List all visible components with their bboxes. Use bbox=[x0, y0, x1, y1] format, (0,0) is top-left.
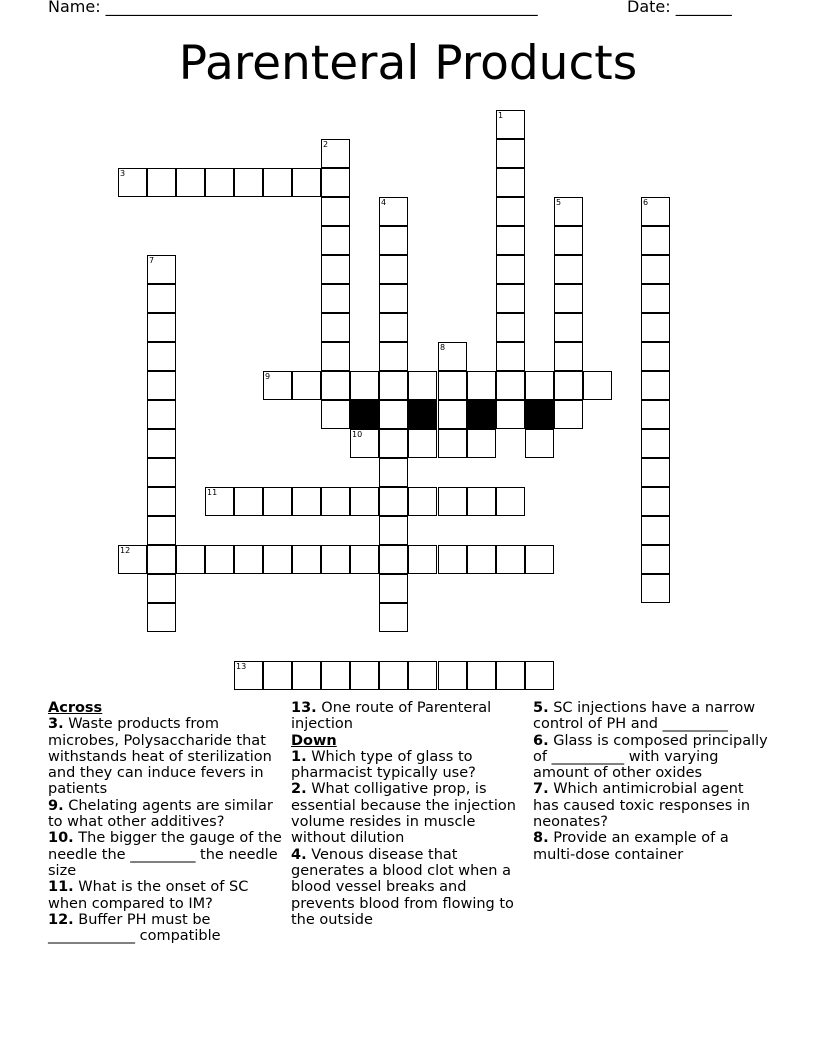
crossword-cell[interactable] bbox=[379, 603, 408, 632]
crossword-cell[interactable] bbox=[292, 168, 321, 197]
crossword-cell[interactable] bbox=[321, 284, 350, 313]
crossword-cell[interactable] bbox=[350, 487, 379, 516]
crossword-cell[interactable] bbox=[147, 342, 176, 371]
down-heading: Down bbox=[291, 732, 337, 749]
crossword-block-cell bbox=[467, 400, 496, 429]
clue-number: 4. bbox=[291, 846, 307, 863]
crossword-cell[interactable] bbox=[554, 313, 583, 342]
clue-text: Buffer PH must be ____________ compatible bbox=[48, 911, 221, 945]
crossword-cell[interactable] bbox=[641, 226, 670, 255]
clue-item bbox=[48, 716, 286, 797]
clue-number: 13. bbox=[291, 700, 317, 716]
crossword-cell[interactable] bbox=[496, 226, 525, 255]
crossword-cell[interactable] bbox=[408, 371, 437, 400]
crossword-cell[interactable] bbox=[467, 487, 496, 516]
clue-text: What is the onset of SC when compared to IM? bbox=[48, 879, 249, 912]
crossword-cell[interactable] bbox=[205, 168, 234, 197]
clue-item bbox=[291, 749, 529, 782]
crossword-cell[interactable] bbox=[496, 342, 525, 371]
crossword-cell[interactable] bbox=[641, 371, 670, 400]
crossword-cell[interactable] bbox=[147, 400, 176, 429]
crossword-cell[interactable] bbox=[379, 458, 408, 487]
down-clue-list bbox=[291, 749, 529, 928]
clue-number: 10. bbox=[48, 830, 74, 847]
clue-number-5: 5 bbox=[556, 198, 562, 207]
crossword-cell[interactable] bbox=[408, 661, 437, 690]
crossword-cell[interactable] bbox=[147, 313, 176, 342]
crossword-cell[interactable] bbox=[641, 516, 670, 545]
clues-column-2 bbox=[291, 700, 529, 928]
crossword-cell[interactable] bbox=[408, 545, 437, 574]
clue-number-2: 2 bbox=[323, 140, 329, 149]
clue-item bbox=[48, 830, 286, 879]
crossword-cell[interactable] bbox=[438, 487, 467, 516]
crossword-cell[interactable] bbox=[350, 429, 379, 458]
page-title: Parenteral Products bbox=[178, 36, 638, 91]
crossword-cell[interactable] bbox=[234, 487, 263, 516]
crossword-cell[interactable] bbox=[176, 168, 205, 197]
clue-number: 3. bbox=[48, 716, 64, 733]
clue-text: Which type of glass to pharmacist typically use? bbox=[291, 748, 476, 782]
crossword-cell[interactable] bbox=[379, 313, 408, 342]
crossword-cell[interactable] bbox=[147, 371, 176, 400]
crossword-cell[interactable] bbox=[379, 516, 408, 545]
crossword-cell[interactable] bbox=[147, 574, 176, 603]
crossword-cell[interactable] bbox=[438, 661, 467, 690]
clue-number: 11. bbox=[48, 879, 74, 896]
clue-number-9: 9 bbox=[265, 372, 271, 381]
clue-text: SC injections have a narrow control of PH and _________ bbox=[533, 700, 756, 733]
crossword-cell[interactable] bbox=[379, 487, 408, 516]
crossword-cell[interactable] bbox=[554, 255, 583, 284]
crossword-cell[interactable] bbox=[379, 284, 408, 313]
crossword-cell[interactable] bbox=[554, 226, 583, 255]
clue-number: 7. bbox=[533, 781, 549, 798]
clue-item bbox=[48, 879, 286, 912]
crossword-block-cell bbox=[525, 400, 554, 429]
crossword-cell[interactable] bbox=[147, 284, 176, 313]
clue-number: 8. bbox=[533, 830, 549, 847]
clue-item bbox=[291, 847, 529, 928]
crossword-cell[interactable] bbox=[496, 284, 525, 313]
crossword-cell[interactable] bbox=[234, 168, 263, 197]
crossword-cell[interactable] bbox=[496, 400, 525, 429]
clue-number-12: 12 bbox=[120, 546, 131, 555]
crossword-cell[interactable] bbox=[350, 371, 379, 400]
crossword-cell[interactable] bbox=[379, 400, 408, 429]
crossword-cell[interactable] bbox=[147, 516, 176, 545]
crossword-cell[interactable] bbox=[641, 197, 670, 226]
crossword-cell[interactable] bbox=[205, 545, 234, 574]
crossword-cell[interactable] bbox=[583, 371, 612, 400]
clue-text: The bigger the gauge of the needle the _________ the needle size bbox=[48, 830, 282, 879]
crossword-cell[interactable] bbox=[379, 226, 408, 255]
crossword-cell[interactable] bbox=[496, 168, 525, 197]
crossword-cell[interactable] bbox=[379, 371, 408, 400]
crossword-cell[interactable] bbox=[379, 255, 408, 284]
crossword-cell[interactable] bbox=[408, 487, 437, 516]
across-clue-list bbox=[48, 716, 286, 944]
crossword-cell[interactable] bbox=[379, 545, 408, 574]
crossword-cell[interactable] bbox=[234, 661, 263, 690]
crossword-cell[interactable] bbox=[641, 313, 670, 342]
crossword-cell[interactable] bbox=[292, 661, 321, 690]
clue-item bbox=[48, 798, 286, 831]
crossword-cell[interactable] bbox=[496, 313, 525, 342]
across-heading: Across bbox=[48, 700, 103, 716]
clue-text: Glass is composed principally of __________ with varying amount of other oxides bbox=[533, 732, 768, 782]
clue-number-7: 7 bbox=[149, 256, 155, 265]
crossword-cell[interactable] bbox=[350, 545, 379, 574]
crossword-cell[interactable] bbox=[234, 545, 263, 574]
crossword-cell[interactable] bbox=[321, 313, 350, 342]
crossword-cell[interactable] bbox=[321, 400, 350, 429]
crossword-cell[interactable] bbox=[321, 168, 350, 197]
crossword-cell[interactable] bbox=[147, 487, 176, 516]
crossword-cell[interactable] bbox=[641, 400, 670, 429]
crossword-cell[interactable] bbox=[641, 255, 670, 284]
crossword-cell[interactable] bbox=[496, 139, 525, 168]
crossword-cell[interactable] bbox=[321, 342, 350, 371]
clue-number: 6. bbox=[533, 732, 549, 749]
clue-number-4: 4 bbox=[381, 198, 387, 207]
crossword-cell[interactable] bbox=[496, 661, 525, 690]
crossword-cell[interactable] bbox=[554, 284, 583, 313]
crossword-cell[interactable] bbox=[438, 545, 467, 574]
crossword-cell[interactable] bbox=[525, 371, 554, 400]
crossword-cell[interactable] bbox=[147, 603, 176, 632]
crossword-cell[interactable] bbox=[525, 429, 554, 458]
crossword-cell[interactable] bbox=[263, 545, 292, 574]
crossword-cell[interactable] bbox=[147, 168, 176, 197]
clue-number: 2. bbox=[291, 781, 307, 798]
clue-number-1: 1 bbox=[498, 111, 504, 120]
crossword-cell[interactable] bbox=[525, 545, 554, 574]
crossword-cell[interactable] bbox=[554, 400, 583, 429]
crossword-cell[interactable] bbox=[525, 661, 554, 690]
crossword-cell[interactable] bbox=[147, 458, 176, 487]
crossword-cell[interactable] bbox=[292, 545, 321, 574]
crossword-block-cell bbox=[408, 400, 437, 429]
crossword-cell[interactable] bbox=[147, 255, 176, 284]
crossword-cell[interactable] bbox=[176, 545, 205, 574]
crossword-cell[interactable] bbox=[321, 545, 350, 574]
crossword-cell[interactable] bbox=[321, 139, 350, 168]
clue-number: 5. bbox=[533, 700, 549, 716]
crossword-cell[interactable] bbox=[350, 661, 379, 690]
crossword-cell[interactable] bbox=[263, 661, 292, 690]
crossword-cell[interactable] bbox=[147, 429, 176, 458]
clue-text: Waste products from microbes, Polysaccharide that withstands heat of sterilization and they can induce fevers in patients bbox=[48, 716, 272, 798]
clue-number: 9. bbox=[48, 797, 64, 814]
clues-column-3 bbox=[533, 700, 773, 863]
crossword-cell[interactable] bbox=[641, 342, 670, 371]
crossword-cell[interactable] bbox=[496, 255, 525, 284]
crossword-cell[interactable] bbox=[118, 545, 147, 574]
clue-item bbox=[291, 781, 529, 846]
crossword-cell[interactable] bbox=[379, 342, 408, 371]
clue-item bbox=[533, 830, 773, 863]
clue-number-6: 6 bbox=[643, 198, 649, 207]
crossword-cell[interactable] bbox=[321, 661, 350, 690]
crossword-cell[interactable] bbox=[263, 168, 292, 197]
crossword-cell[interactable] bbox=[205, 487, 234, 516]
crossword-block-cell bbox=[350, 400, 379, 429]
clue-number-10: 10 bbox=[352, 430, 363, 439]
crossword-cell[interactable] bbox=[554, 342, 583, 371]
crossword-cell[interactable] bbox=[379, 429, 408, 458]
clues-column-1 bbox=[48, 700, 286, 944]
clue-item bbox=[533, 733, 773, 782]
crossword-cell[interactable] bbox=[641, 545, 670, 574]
crossword-cell[interactable] bbox=[292, 487, 321, 516]
clue-item bbox=[533, 700, 773, 733]
crossword-cell[interactable] bbox=[321, 226, 350, 255]
clue-number-3: 3 bbox=[120, 169, 126, 178]
crossword-cell[interactable] bbox=[496, 197, 525, 226]
crossword-cell[interactable] bbox=[641, 284, 670, 313]
crossword-cell[interactable] bbox=[554, 197, 583, 226]
clue-text: Chelating agents are similar to what other additives? bbox=[48, 797, 273, 831]
date-field-label: Date: _______ bbox=[627, 0, 732, 16]
clue-text: Provide an example of a multi-dose container bbox=[533, 830, 729, 863]
crossword-cell[interactable] bbox=[263, 371, 292, 400]
down-clue-list-continued bbox=[533, 700, 773, 863]
crossword-cell[interactable] bbox=[292, 371, 321, 400]
crossword-cell[interactable] bbox=[438, 342, 467, 371]
clue-number: 12. bbox=[48, 911, 74, 928]
clue-text: What colligative prop, is essential because the injection volume resides in muscle without dilution bbox=[291, 781, 516, 847]
clue-text: One route of Parenteral injection bbox=[291, 700, 492, 733]
crossword-cell[interactable] bbox=[467, 545, 496, 574]
crossword-cell[interactable] bbox=[438, 429, 467, 458]
across-clue-list-continued bbox=[291, 700, 529, 733]
crossword-cell[interactable] bbox=[641, 574, 670, 603]
crossword-cell[interactable] bbox=[496, 371, 525, 400]
crossword-cell[interactable] bbox=[496, 545, 525, 574]
crossword-cell[interactable] bbox=[379, 197, 408, 226]
crossword-cell[interactable] bbox=[496, 487, 525, 516]
crossword-cell[interactable] bbox=[641, 458, 670, 487]
crossword-cell[interactable] bbox=[321, 255, 350, 284]
crossword-cell[interactable] bbox=[321, 197, 350, 226]
crossword-cell[interactable] bbox=[641, 429, 670, 458]
clue-number-8: 8 bbox=[440, 343, 446, 352]
crossword-cell[interactable] bbox=[467, 429, 496, 458]
crossword-cell[interactable] bbox=[496, 110, 525, 139]
crossword-cell[interactable] bbox=[379, 574, 408, 603]
crossword-cell[interactable] bbox=[641, 487, 670, 516]
crossword-cell[interactable] bbox=[467, 661, 496, 690]
crossword-cell[interactable] bbox=[438, 400, 467, 429]
crossword-cell[interactable] bbox=[118, 168, 147, 197]
crossword-cell[interactable] bbox=[147, 545, 176, 574]
clue-text: Venous disease that generates a blood clot when a blood vessel breaks and prevents blood from flowing to the outside bbox=[291, 846, 514, 928]
clue-item bbox=[533, 781, 773, 830]
clue-text: Which antimicrobial agent has caused toxic responses in neonates? bbox=[533, 781, 751, 831]
crossword-cell[interactable] bbox=[379, 661, 408, 690]
clue-item bbox=[291, 700, 529, 733]
clue-number-11: 11 bbox=[207, 488, 218, 497]
crossword-cell[interactable] bbox=[408, 429, 437, 458]
crossword-cell[interactable] bbox=[467, 371, 496, 400]
name-field-label: Name: ______________________________________________________ bbox=[48, 0, 538, 16]
crossword-cell[interactable] bbox=[438, 371, 467, 400]
crossword-cell[interactable] bbox=[321, 371, 350, 400]
clue-number-13: 13 bbox=[236, 662, 247, 671]
crossword-cell[interactable] bbox=[263, 487, 292, 516]
clue-number: 1. bbox=[291, 748, 307, 765]
crossword-cell[interactable] bbox=[554, 371, 583, 400]
crossword-cell[interactable] bbox=[321, 487, 350, 516]
clue-item bbox=[48, 912, 286, 945]
